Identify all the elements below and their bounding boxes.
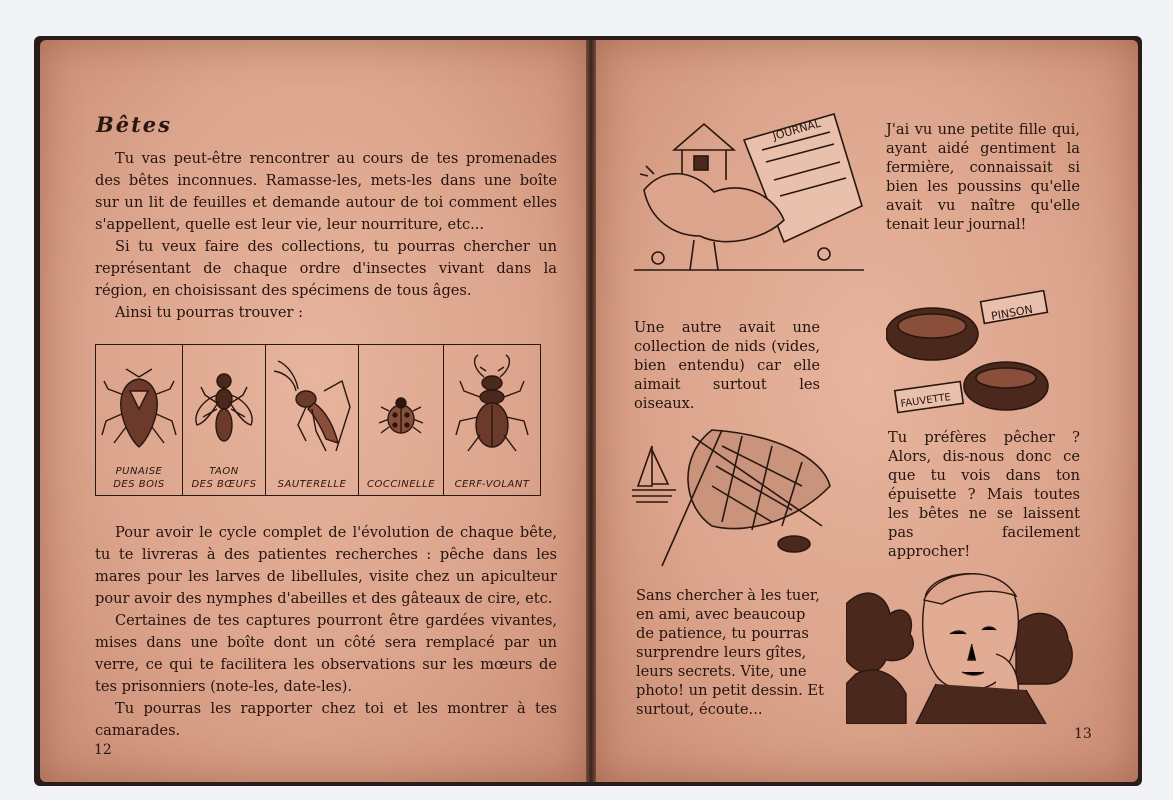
insect-cell-sauterelle xyxy=(266,345,359,495)
right-page xyxy=(596,40,1138,782)
insect-cell-taon xyxy=(183,345,266,495)
paragraph-2: Si tu veux faire des collections, tu pourras chercher un représentant de chaque ordre d'insectes vivant dans la région, en choisissant des spécimens de tous âges. xyxy=(95,238,557,299)
insect-label-5b: CERF-VOLANT xyxy=(454,479,530,490)
paragraph-6: Tu pourras les rapporter chez toi et les montrer à tes camarades. xyxy=(95,700,557,739)
insect-label-2b: DES BŒUFS xyxy=(191,479,257,490)
page-number-left: 12 xyxy=(94,742,112,758)
paragraph-1: Tu vas peut-être rencontrer au cours de tes promenades des bêtes inconnues. Ramasse-les, mets-les dans une boîte sur un lit de feuilles et demande autour de toi comment elles s'appellent, quelle est leur vie, leur nourriture, etc... xyxy=(95,150,557,233)
text-block-1: J'ai vu une petite fille qui, ayant aidé gentiment la fermière, connaissait si bien les poussins qu'elle avait vu naître qu'elle tenait leur journal! xyxy=(886,121,1080,233)
page-number-right: 13 xyxy=(1074,726,1092,742)
paragraph-5: Certaines de tes captures pourront être gardées vivantes, mises dans une boîte dont un côté sera remplacé par un verre, ce qui te facilitera les observations sur les mœurs de tes prisonniers (note-les, date-les). xyxy=(95,612,557,695)
ladybug-icon xyxy=(359,351,443,463)
hen-newspaper-illustration xyxy=(634,110,864,280)
insect-label-1b: DES BOIS xyxy=(113,479,165,490)
insect-cell-coccinelle xyxy=(359,345,444,495)
paragraph-4: Pour avoir le cycle complet de l'évolution de chaque bête, tu te livreras à des patientes recherches : pêche dans les mares pour les larves de libellules, visite chez un apiculteur pour avoir des nymphes d'abeilles et des gâteaux de cire, etc. xyxy=(95,524,557,607)
newspaper-label: JOURNAL xyxy=(771,116,823,143)
nest-label-fauvette: FAUVETTE xyxy=(900,392,952,410)
page-heading: Bêtes xyxy=(96,112,172,137)
stag-beetle-icon xyxy=(444,351,540,463)
nests-illustration xyxy=(886,290,1076,430)
insect-cell-punaise xyxy=(96,345,183,495)
shield-bug-icon xyxy=(96,351,182,463)
text-block-2: Une autre avait une collection de nids (vides, bien entendu) car elle aimait surtout les oiseaux. xyxy=(634,319,820,412)
book-gutter xyxy=(586,40,596,782)
paragraph-3: Ainsi tu pourras trouver : xyxy=(115,304,304,321)
insect-label-1a: PUNAISE xyxy=(115,466,163,477)
nest-label-pinson: PINSON xyxy=(990,302,1034,323)
insect-label-2a: TAON xyxy=(209,466,239,477)
text-block-3: Tu préfères pêcher ? Alors, dis-nous donc ce que tu vois dans ton épuisette ? Mais toutes les bêtes ne se laissent pas facilement approcher! xyxy=(888,429,1080,560)
insect-label-3b: SAUTERELLE xyxy=(277,479,347,490)
horsefly-icon xyxy=(183,351,265,463)
left-page xyxy=(40,40,586,782)
insect-table xyxy=(95,344,541,496)
insect-cell-cerf-volant xyxy=(444,345,540,495)
child-listening-illustration xyxy=(846,564,1078,724)
grasshopper-icon xyxy=(266,351,358,463)
text-block-4: Sans chercher à les tuer, en ami, avec beaucoup de patience, tu pourras surprendre leurs gîtes, leurs secrets. Vite, une photo! un petit dessin. Et surtout, écoute... xyxy=(636,587,824,718)
fishing-net-illustration xyxy=(632,426,842,576)
insect-label-4b: COCCINELLE xyxy=(366,479,436,490)
